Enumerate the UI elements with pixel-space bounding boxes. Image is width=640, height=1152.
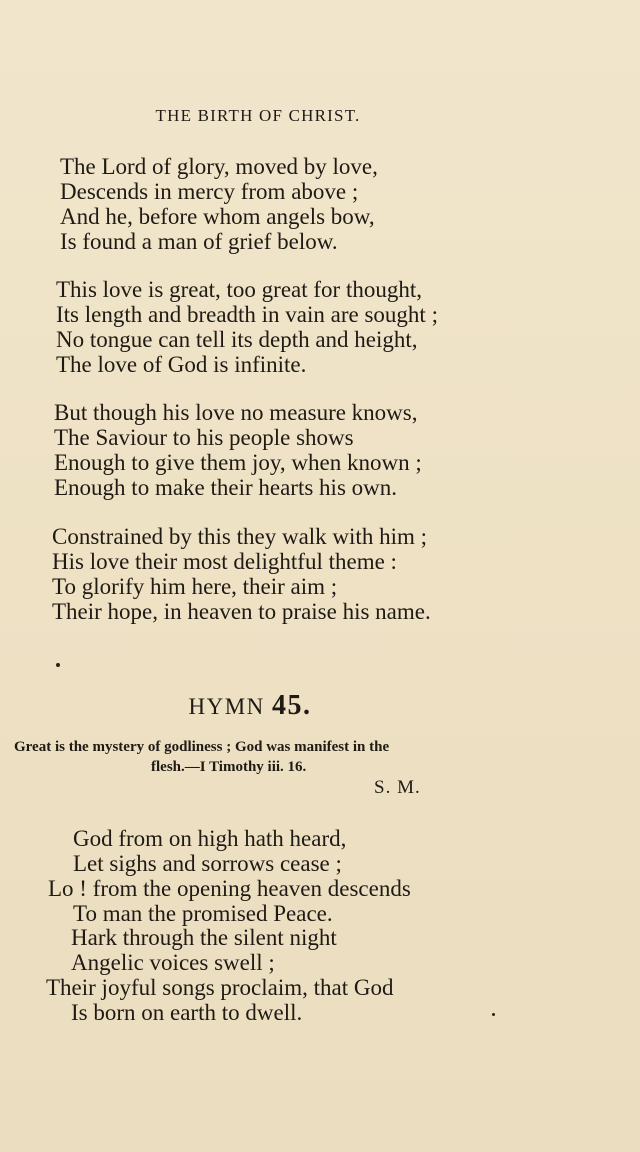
hymn-number: 45. — [272, 690, 312, 721]
ink-speck — [492, 1013, 495, 1016]
verse-line: To glorify him here, their aim ; — [52, 574, 338, 599]
hymn-45-stanza-2 — [46, 925, 394, 1025]
running-head: THE BIRTH OF CHRIST. — [155, 106, 361, 125]
verse-line: But though his love no measure knows, — [54, 400, 418, 425]
verse-line: Its length and breadth in vain are sought ; — [56, 302, 438, 327]
epigraph-line-2: flesh.—I Timothy iii. 16. — [151, 759, 307, 775]
verse-line: Lo ! from the opening heaven descends — [48, 876, 411, 901]
verse-line: God from on high hath heard, — [73, 826, 347, 851]
stanza-2 — [56, 277, 438, 377]
verse-line: Enough to give them joy, when known ; — [54, 450, 422, 475]
verse-line: Is found a man of grief below. — [60, 229, 338, 254]
stanza-4 — [52, 524, 431, 624]
verse-line: The love of God is infinite. — [56, 352, 307, 377]
scripture-epigraph — [14, 737, 484, 777]
verse-line: Hark through the silent night — [71, 925, 337, 950]
verse-line: Enough to make their hearts his own. — [54, 475, 398, 500]
verse-line: To man the promised Peace. — [73, 901, 333, 926]
hymn-title — [0, 690, 500, 722]
verse-line: Descends in mercy from above ; — [60, 179, 359, 204]
stanza-3 — [54, 400, 422, 500]
verse-line: No tongue can tell its depth and height, — [56, 327, 418, 352]
verse-line: Their joyful songs proclaim, that God — [46, 975, 394, 1000]
verse-line: His love their most delightful theme : — [52, 549, 397, 574]
ink-speck — [56, 663, 60, 667]
epigraph-line-1: Great is the mystery of godliness ; God was manifest in the — [14, 739, 390, 755]
meter-marking: S. M. — [374, 777, 421, 798]
verse-line: Angelic voices swell ; — [71, 950, 275, 975]
verse-line: Is born on earth to dwell. — [71, 1000, 303, 1025]
verse-line: This love is great, too great for thought, — [56, 277, 423, 302]
verse-line: And he, before whom angels bow, — [60, 204, 375, 229]
verse-line: Constrained by this they walk with him ; — [52, 524, 427, 549]
verse-line: The Saviour to his people shows — [54, 425, 354, 450]
verse-line: Let sighs and sorrows cease ; — [73, 851, 342, 876]
hymn-label: HYMN — [188, 694, 265, 719]
stanza-1 — [60, 154, 378, 254]
verse-line: Their hope, in heaven to praise his name. — [52, 599, 431, 624]
verse-line: The Lord of glory, moved by love, — [60, 154, 378, 179]
hymn-45-stanza-1 — [48, 826, 411, 926]
